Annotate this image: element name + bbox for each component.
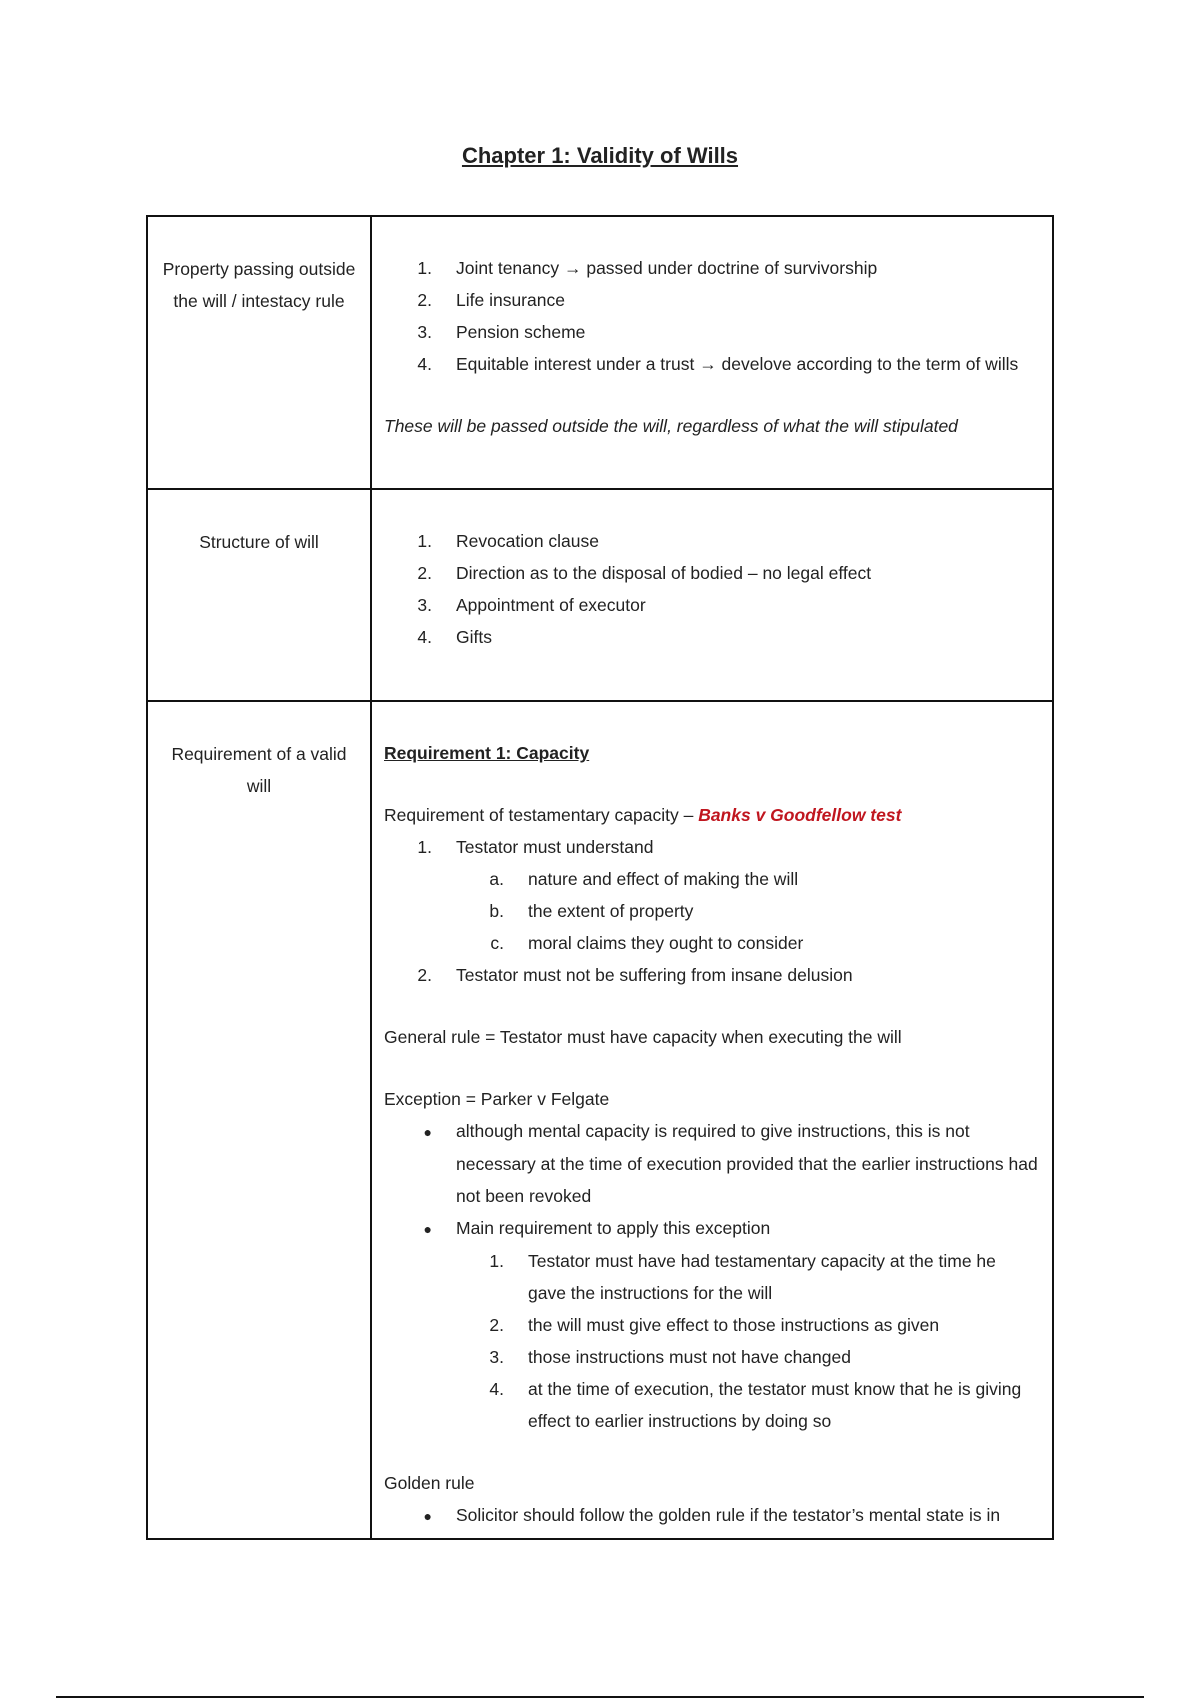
- exception-heading: Exception = Parker v Felgate: [384, 1089, 610, 1109]
- row-label: Property passing outside the will / intestacy rule: [147, 216, 371, 489]
- bullet-list: [384, 1499, 1038, 1532]
- list-item: 1. Testator must have had testamentary capacity at the time he gave the instructions for the will: [489, 1251, 996, 1303]
- list-item: ● Solicitor should follow the golden rule if the testator’s mental state is in: [423, 1505, 1001, 1525]
- table-row: [147, 701, 1053, 1539]
- table-row: [147, 216, 1053, 489]
- row-content: [371, 701, 1053, 1539]
- list-item: 4. at the time of execution, the testator must know that he is giving effect to earlier instructions by doing so: [489, 1379, 1022, 1431]
- numbered-list: [384, 959, 1038, 991]
- list-item: 4. Gifts: [417, 627, 492, 647]
- row-content: [371, 489, 1053, 701]
- list-item: a. nature and effect of making the will: [489, 869, 799, 889]
- section-heading: Requirement 1: Capacity: [384, 743, 590, 763]
- numbered-list: [384, 252, 1038, 380]
- list-item: ● although mental capacity is required to give instructions, this is not necessary at the time of execution provided that the earlier instructions had not been revoked: [423, 1121, 1038, 1206]
- list-item: 2. the will must give effect to those instructions as given: [489, 1315, 940, 1335]
- list-item: c. moral claims they ought to consider: [490, 933, 804, 953]
- general-rule: General rule = Testator must have capacity when executing the will: [384, 1027, 902, 1047]
- list-item: 2. Testator must not be suffering from insane delusion: [417, 965, 853, 985]
- italic-note: These will be passed outside the will, regardless of what the will stipulated: [384, 416, 958, 436]
- numbered-list: [384, 831, 1038, 863]
- list-item: ● Main requirement to apply this exception: [423, 1218, 771, 1238]
- notes-table: [146, 215, 1054, 1540]
- list-item: 4. Equitable interest under a trust → develove according to the term of wills: [417, 354, 1019, 374]
- list-item: 1. Testator must understand: [417, 837, 654, 857]
- row-label: Requirement of a valid will: [147, 701, 371, 1539]
- lettered-list: [384, 863, 1038, 959]
- list-item: b. the extent of property: [489, 901, 694, 921]
- list-item: 2. Life insurance: [417, 290, 565, 310]
- table-row: [147, 489, 1053, 701]
- page-divider: [56, 1696, 1144, 1698]
- case-name: Banks v Goodfellow test: [698, 805, 902, 825]
- capacity-intro: Requirement of testamentary capacity – Banks v Goodfellow test: [384, 805, 902, 825]
- golden-rule-heading: Golden rule: [384, 1473, 475, 1493]
- list-item: 1. Joint tenancy → passed under doctrine of survivorship: [417, 258, 878, 278]
- list-item: 3. Pension scheme: [417, 322, 586, 342]
- row-content: [371, 216, 1053, 489]
- list-item: 2. Direction as to the disposal of bodied – no legal effect: [417, 563, 872, 583]
- list-item: 1. Revocation clause: [417, 531, 599, 551]
- numbered-list: [384, 525, 1038, 653]
- numbered-list: [384, 1245, 1038, 1437]
- bullet-list: [384, 1115, 1038, 1245]
- list-item: 3. those instructions must not have changed: [489, 1347, 851, 1367]
- row-label: Structure of will: [147, 489, 371, 701]
- list-item: 3. Appointment of executor: [417, 595, 646, 615]
- page-title: Chapter 1: Validity of Wills: [461, 143, 739, 168]
